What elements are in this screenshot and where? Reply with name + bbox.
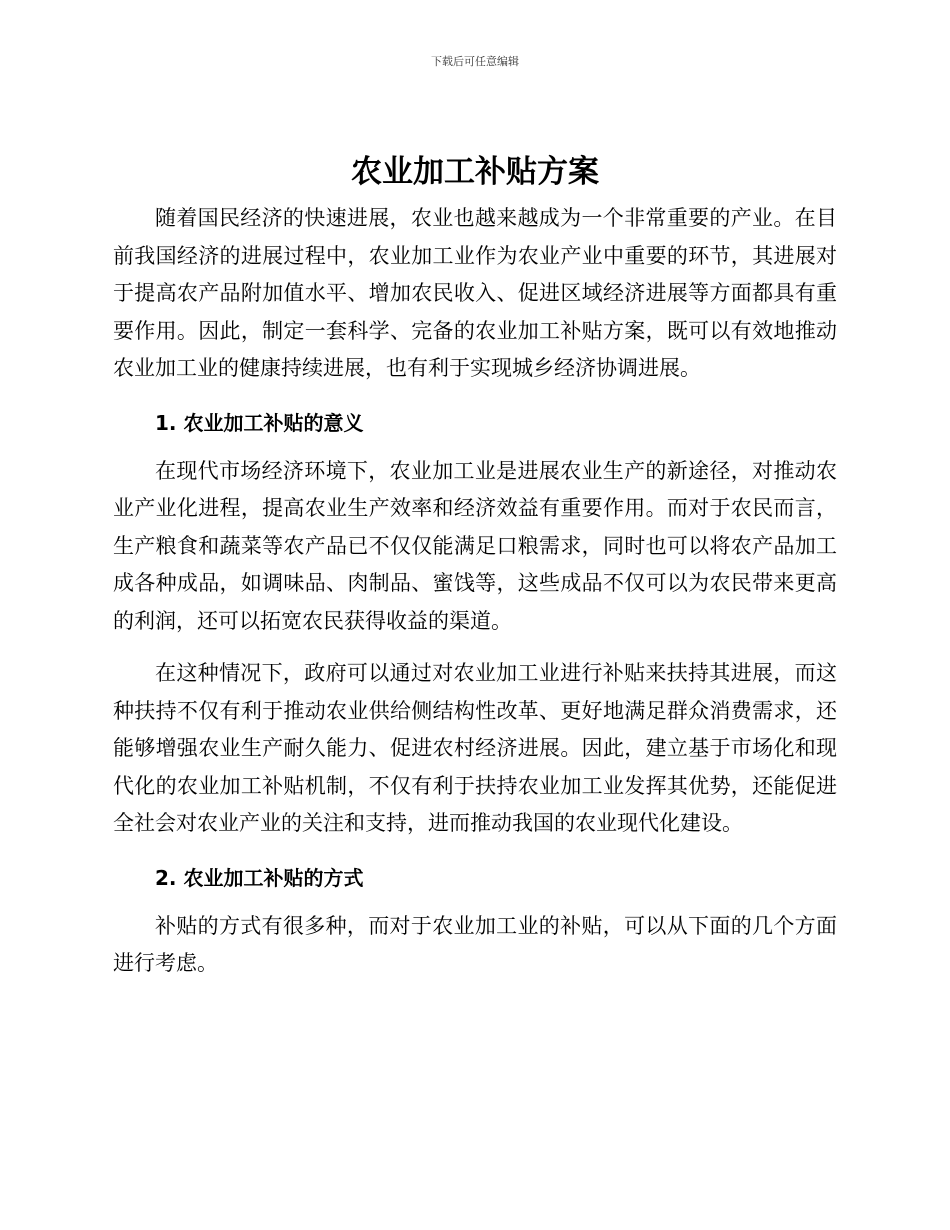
document-body (113, 200, 837, 983)
header-note: 下载后可任意编辑 (431, 55, 519, 68)
section-1-paragraph-2: 在这种情况下，政府可以通过对农业加工业进行补贴来扶持其进展，而这种扶持不仅有利于推动农业供给侧结构性改革、更好地满足群众消费需求，还能够增强农业生产耐久能力、促进农村经济进展。因此，建立基于市场化和现代化的农业加工补贴机制，不仅有利于扶持农业加工业发挥其优势，还能促进全社会对农业产业的关注和支持，进而推动我国的农业现代化建设。 (113, 661, 837, 835)
section-2-paragraph-1: 补贴的方式有很多种，而对于农业加工业的补贴，可以从下面的几个方面进行考虑。 (113, 913, 837, 975)
intro-paragraph: 随着国民经济的快速进展，农业也越来越成为一个非常重要的产业。在目前我国经济的进展过程中，农业加工业作为农业产业中重要的环节，其进展对于提高农产品附加值水平、增加农民收入、促进区域经济进展等方面都具有重要作用。因此，制定一套科学、完备的农业加工补贴方案，既可以有效地推动农业加工业的健康持续进展，也有利于实现城乡经济协调进展。 (113, 206, 837, 380)
section-heading-1: 1. 农业加工补贴的意义 (155, 410, 364, 435)
section-heading-2: 2. 农业加工补贴的方式 (155, 865, 364, 890)
document-title: 农业加工补贴方案 (351, 154, 599, 190)
section-1-paragraph-1: 在现代市场经济环境下，农业加工业是进展农业生产的新途径，对推动农业产业化进程，提高农业生产效率和经济效益有重要作用。而对于农民而言，生产粮食和蔬菜等农产品已不仅仅能满足口粮需求，同时也可以将农产品加工成各种成品，如调味品、肉制品、蜜饯等，这些成品不仅可以为农民带来更高的利润，还可以拓宽农民获得收益的渠道。 (113, 458, 837, 633)
